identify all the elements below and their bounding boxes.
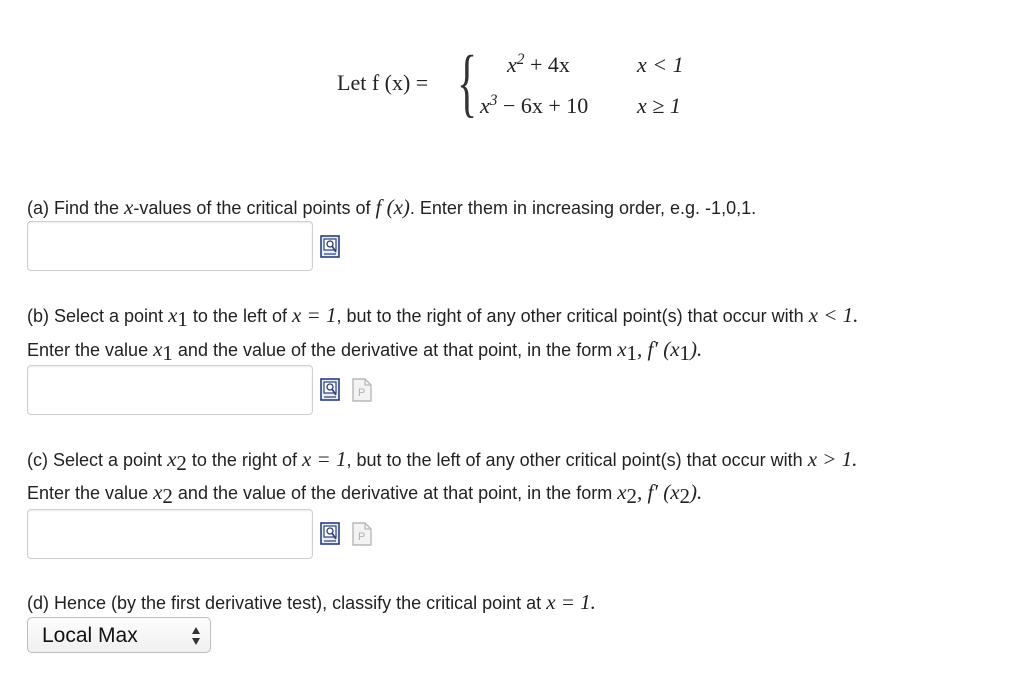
question-b-line2: Enter the value $x_1$ and the value of the derivative at that point, in the form $x_1$, f′ $(x_1)$. [27,337,703,365]
case1-expression: $x^2 + 4x$ [507,51,570,77]
equation-editor-icon[interactable] [319,377,343,403]
question-a: (a) Find the x-values of the critical points of f (x). Enter them in increasing order, e.g. -1,0,1. [27,195,757,219]
classification-select[interactable] [27,617,211,653]
question-b-line1: (b) Select a point $x_1$ to the left of x = 1, but to the right of any other critical point(s) that occur with x < 1. [27,303,859,331]
select-value: Local Max [42,624,138,647]
equation-editor-icon[interactable] [319,234,343,260]
equation-editor-icon[interactable] [319,521,343,547]
question-c-line2: Enter the value $x_2$ and the value of the derivative at that point, in the form $x_2$, f′ $(x_2)$. [27,480,703,508]
case2-condition: x ≥ 1 [637,93,681,118]
svg-text:P: P [358,531,366,543]
function-lhs: Let f (x) = [337,70,429,95]
case2-expression: $x^3 - 6x + 10$ [480,92,589,118]
question-c-line1: (c) Select a point $x_2$ to the right of x = 1, but to the left of any other critical point(s) that occur with x > 1. [27,447,858,475]
answer-input-b[interactable] [27,365,313,415]
preview-icon[interactable] [350,377,374,403]
select-updown-icon [191,625,201,647]
left-brace: { [457,41,478,125]
function-definition [337,41,707,126]
svg-text:P: P [358,387,366,399]
answer-input-c[interactable] [27,509,313,559]
preview-icon[interactable] [350,521,374,547]
question-d: (d) Hence (by the first derivative test), classify the critical point at x = 1. [27,590,596,614]
answer-input-a[interactable] [27,221,313,271]
case1-condition: x < 1 [637,52,684,77]
